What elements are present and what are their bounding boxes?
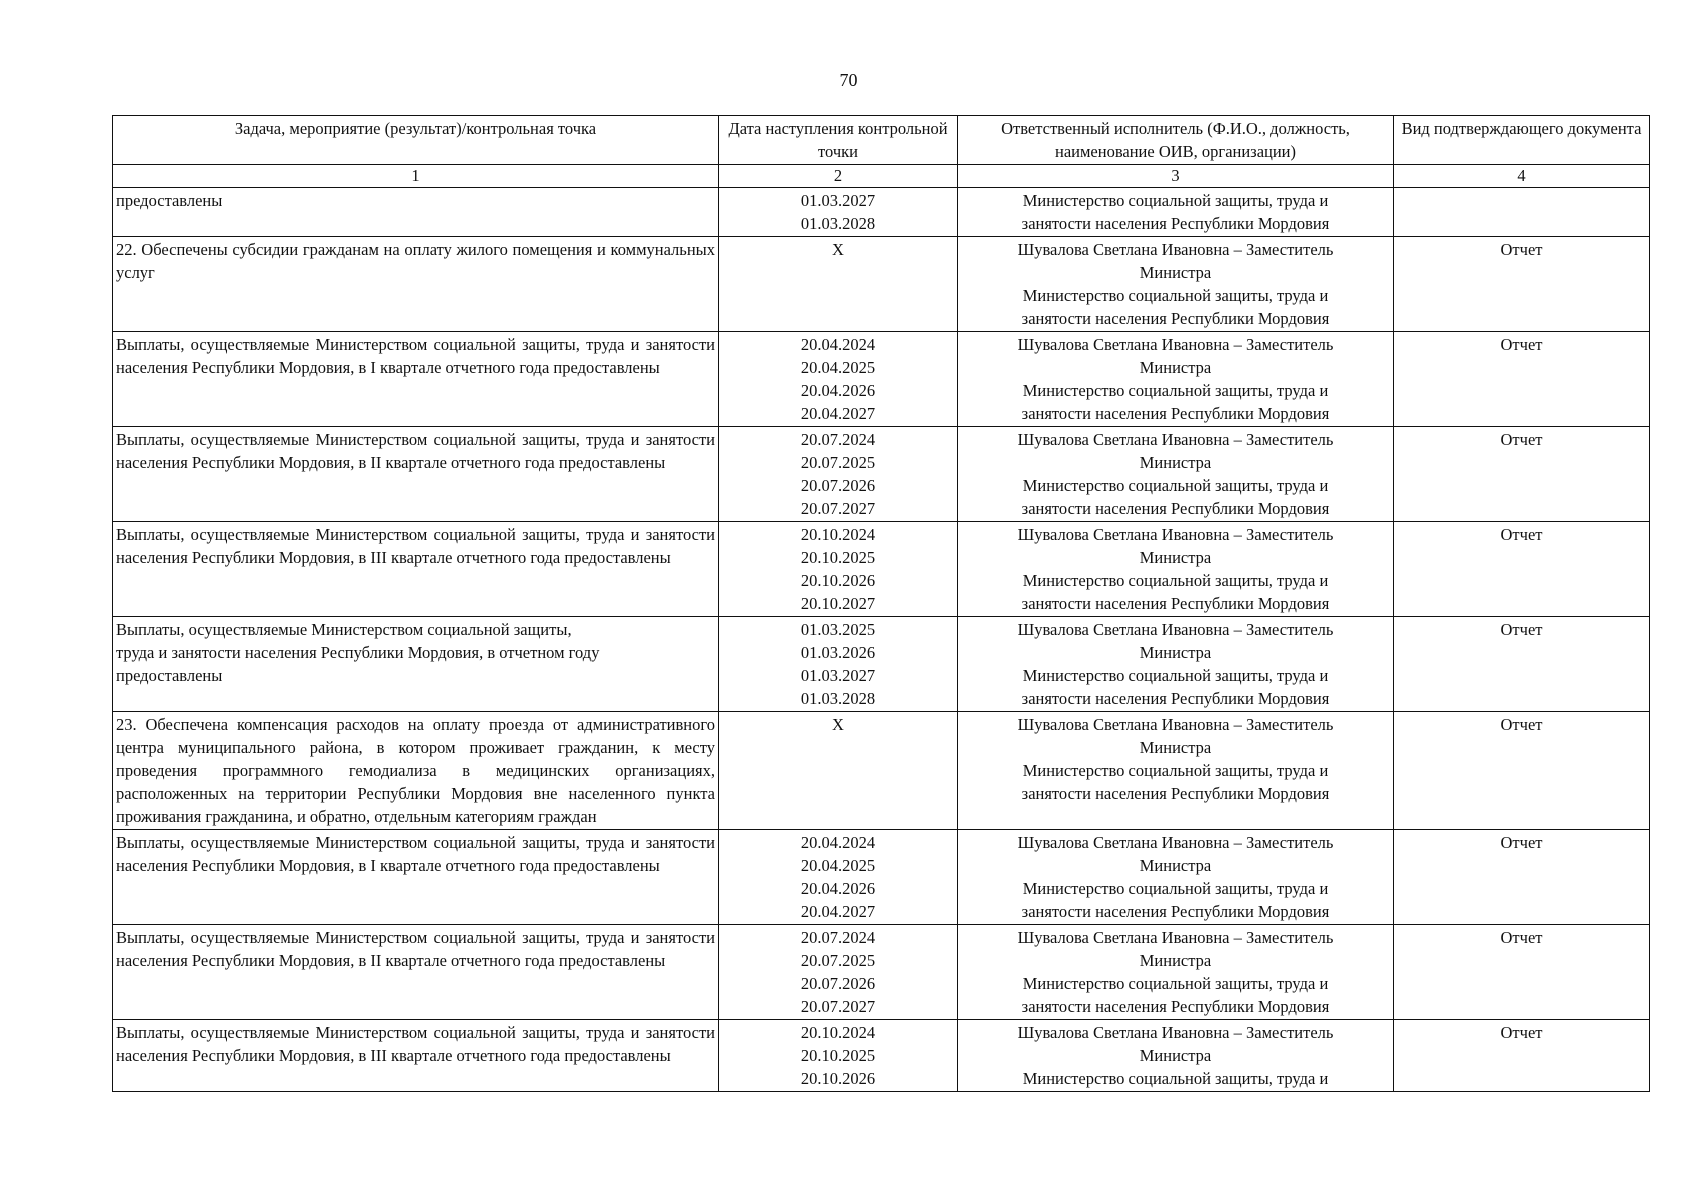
responsible-line: Министра [1139,548,1212,567]
document-type-cell: Отчет [1394,925,1650,1020]
document-type-cell: Отчет [1394,1020,1650,1092]
column-header-date: Дата наступления контрольной точки [719,116,958,165]
responsible-cell [958,522,1394,617]
control-date: 20.10.2025 [800,548,876,567]
responsible-cell [958,237,1394,332]
task-cell [113,522,719,617]
task-cell [113,830,719,925]
page-number: 70 [839,70,858,90]
responsible-line: Министерство социальной защиты, труда и [1022,571,1329,590]
control-date: 20.07.2027 [800,997,876,1016]
control-date: 20.07.2027 [800,499,876,518]
table-row [113,427,1650,522]
control-date: 20.04.2024 [800,833,876,852]
table-row [113,712,1650,830]
control-date-cell [719,712,958,830]
table-row [113,617,1650,712]
responsible-cell [958,1020,1394,1092]
control-date-cell [719,925,958,1020]
control-date-cell [719,332,958,427]
responsible-line: Шувалова Светлана Ивановна – Заместитель [1017,1023,1334,1042]
responsible-line: Министра [1139,1046,1212,1065]
responsible-cell [958,617,1394,712]
control-date: 20.10.2026 [800,1069,876,1088]
responsible-line: Министерство социальной защиты, труда и [1022,381,1329,400]
responsible-line: Министра [1139,643,1212,662]
responsible-line: Министра [1139,358,1212,377]
control-date-cell [719,617,958,712]
control-date: 20.10.2025 [800,1046,876,1065]
control-date: 20.07.2026 [800,974,876,993]
responsible-line: Министерство социальной защиты, труда и [1022,476,1329,495]
task-text: Выплаты, осуществляемые Министерством социальной защиты, труда и занятости населения Республики Мордовия, в I квартале отчетного года предоставлены [116,833,715,875]
table-row [113,522,1650,617]
table-body [113,188,1650,1092]
column-header-document: Вид подтверждающего документа [1394,116,1650,165]
task-text: Выплаты, осуществляемые Министерством социальной защиты, труда и занятости населения Республики Мордовия, в III квартале отчетного года предоставлены [116,1023,715,1065]
control-date: 20.04.2027 [800,404,876,423]
document-type-cell: Отчет [1394,522,1650,617]
responsible-line: Шувалова Светлана Ивановна – Заместитель [1017,928,1334,947]
control-date: 20.04.2027 [800,902,876,921]
control-date-cell [719,522,958,617]
column-header-responsible: Ответственный исполнитель (Ф.И.О., должность, наименование ОИВ, организации) [958,116,1394,165]
responsible-line: занятости населения Республики Мордовия [1021,404,1330,423]
responsible-line: Шувалова Светлана Ивановна – Заместитель [1017,335,1334,354]
control-date-cell [719,237,958,332]
control-date: 20.07.2025 [800,951,876,970]
responsible-line: Шувалова Светлана Ивановна – Заместитель [1017,833,1334,852]
control-date: 20.07.2024 [800,928,876,947]
responsible-line: Шувалова Светлана Ивановна – Заместитель [1017,620,1334,639]
responsible-line: занятости населения Республики Мордовия [1021,689,1330,708]
task-text: предоставлены [116,191,223,210]
table-row [113,237,1650,332]
control-date: 20.04.2024 [800,335,876,354]
responsible-cell [958,712,1394,830]
column-number-row [113,165,1650,188]
document-type-cell: Отчет [1394,237,1650,332]
task-cell [113,332,719,427]
responsible-cell [958,332,1394,427]
control-points-table [112,115,1650,1092]
responsible-line: Министерство социальной защиты, труда и [1022,191,1329,210]
control-date: 01.03.2028 [800,689,876,708]
responsible-cell [958,427,1394,522]
table-row [113,332,1650,427]
task-text: Выплаты, осуществляемые Министерством социальной защиты, труда и занятости населения Республики Мордовия, в II квартале отчетного года предоставлены [116,928,715,970]
table-row [113,925,1650,1020]
responsible-line: Шувалова Светлана Ивановна – Заместитель [1017,430,1334,449]
document-type-cell: Отчет [1394,617,1650,712]
column-number: 1 [113,165,719,188]
responsible-line: Министерство социальной защиты, труда и [1022,879,1329,898]
document-type-cell: Отчет [1394,427,1650,522]
control-date: 20.04.2026 [800,381,876,400]
responsible-line: Министра [1139,263,1212,282]
responsible-line: Шувалова Светлана Ивановна – Заместитель [1017,240,1334,259]
control-date-cell [719,830,958,925]
control-date: 01.03.2025 [800,620,876,639]
responsible-cell [958,188,1394,237]
task-cell [113,188,719,237]
column-number: 4 [1394,165,1650,188]
control-date: 01.03.2027 [800,666,876,685]
column-number: 2 [719,165,958,188]
control-date: 20.04.2025 [800,856,876,875]
responsible-line: занятости населения Республики Мордовия [1021,784,1330,803]
task-cell [113,237,719,332]
responsible-line: Министерство социальной защиты, труда и [1022,666,1329,685]
table-row [113,188,1650,237]
responsible-line: Шувалова Светлана Ивановна – Заместитель [1017,525,1334,544]
task-text: 22. Обеспечены субсидии гражданам на оплату жилого помещения и коммунальных услуг [116,240,715,282]
responsible-line: Министра [1139,738,1212,757]
task-text: Выплаты, осуществляемые Министерством социальной защиты, [116,620,572,639]
task-text: Выплаты, осуществляемые Министерством социальной защиты, труда и занятости населения Республики Мордовия, в II квартале отчетного года предоставлены [116,430,715,472]
control-date-cell [719,188,958,237]
task-cell [113,1020,719,1092]
responsible-line: Министерство социальной защиты, труда и [1022,761,1329,780]
responsible-cell [958,830,1394,925]
responsible-line: Шувалова Светлана Ивановна – Заместитель [1017,715,1334,734]
table-row [113,830,1650,925]
task-text: Выплаты, осуществляемые Министерством социальной защиты, труда и занятости населения Республики Мордовия, в III квартале отчетного года предоставлены [116,525,715,567]
document-type-cell [1394,188,1650,237]
responsible-line: занятости населения Республики Мордовия [1021,902,1330,921]
control-date-cell [719,427,958,522]
responsible-line: занятости населения Республики Мордовия [1021,214,1330,233]
responsible-line: Министерство социальной защиты, труда и [1022,286,1329,305]
task-text: 23. Обеспечена компенсация расходов на оплату проезда от административного центра муниципального района, в котором проживает гражданин, к месту проведения программного гемодиализа в медицинских организациях, расположенных на территории Республики Мордовия вне населенного пункта проживания гражданина, и обратно, отдельным категориям граждан [116,715,715,826]
control-date: 20.07.2025 [800,453,876,472]
responsible-line: Министра [1139,453,1212,472]
control-date: X [832,715,844,734]
control-date: 20.10.2024 [800,525,876,544]
task-text: труда и занятости населения Республики Мордовия, в отчетном году [116,643,600,662]
document-type-cell: Отчет [1394,830,1650,925]
control-date: 20.10.2027 [800,594,876,613]
responsible-cell [958,925,1394,1020]
task-cell [113,617,719,712]
column-number: 3 [958,165,1394,188]
control-date: 20.04.2026 [800,879,876,898]
control-date: 20.07.2026 [800,476,876,495]
control-date: 01.03.2026 [800,643,876,662]
control-date: 01.03.2028 [800,214,876,233]
responsible-line: Министра [1139,856,1212,875]
responsible-line: занятости населения Республики Мордовия [1021,499,1330,518]
responsible-line: Министра [1139,951,1212,970]
control-date: 01.03.2027 [800,191,876,210]
table-header-row [113,116,1650,165]
control-date: 20.10.2026 [800,571,876,590]
responsible-line: занятости населения Республики Мордовия [1021,309,1330,328]
task-cell [113,712,719,830]
responsible-line: занятости населения Республики Мордовия [1021,594,1330,613]
control-date: 20.10.2024 [800,1023,876,1042]
document-type-cell: Отчет [1394,712,1650,830]
task-cell [113,427,719,522]
control-date: 20.07.2024 [800,430,876,449]
responsible-line: Министерство социальной защиты, труда и [1022,974,1329,993]
control-date: 20.04.2025 [800,358,876,377]
task-cell [113,925,719,1020]
task-text: предоставлены [116,666,223,685]
document-type-cell: Отчет [1394,332,1650,427]
control-date-cell [719,1020,958,1092]
control-date: X [832,240,844,259]
column-header-task: Задача, мероприятие (результат)/контрольная точка [113,116,719,165]
task-text: Выплаты, осуществляемые Министерством социальной защиты, труда и занятости населения Республики Мордовия, в I квартале отчетного года предоставлены [116,335,715,377]
responsible-line: занятости населения Республики Мордовия [1021,997,1330,1016]
responsible-line: Министерство социальной защиты, труда и [1022,1069,1329,1088]
table-row [113,1020,1650,1092]
